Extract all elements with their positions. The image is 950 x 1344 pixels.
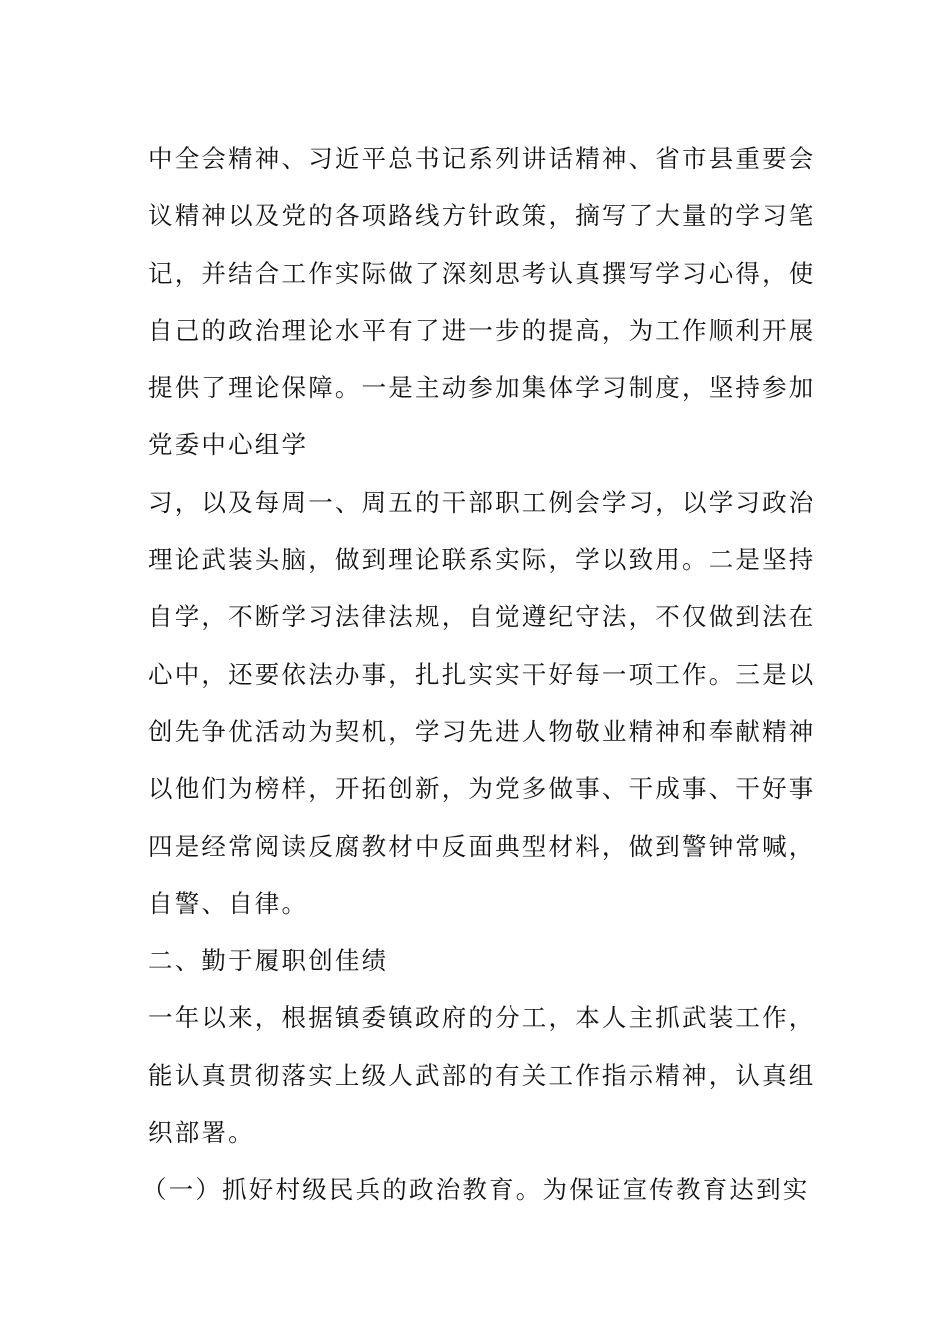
section-heading: 二、勤于履职创佳绩 (148, 946, 389, 976)
text-line-12: 以他们为榜样，开拓创新，为党多做事、干成事、干好事 (148, 774, 816, 804)
subsection-line: （一）抓好村级民兵的政治教育。为保证宣传教育达到实 (142, 1175, 810, 1205)
text-line-1: 中全会精神、习近平总书记系列讲话精神、省市县重要会 (148, 144, 816, 173)
text-line-18: 织部署。 (148, 1118, 255, 1148)
text-line-2: 议精神以及党的各项路线方针政策，摘写了大量的学习笔 (148, 201, 816, 231)
text-line-11: 创先争优活动为契机，学习先进人物敬业精神和奉献精神 (148, 716, 816, 746)
text-line-5: 提供了理论保障。一是主动参加集体学习制度，坚持参加 (148, 373, 816, 403)
text-line-4: 自己的政治理论水平有了进一步的提高，为工作顺利开展 (148, 315, 816, 345)
text-line-14: 自警、自律。 (148, 888, 309, 918)
text-line-6: 党委中心组学 (148, 430, 309, 460)
text-line-16: 一年以来，根据镇委镇政府的分工，本人主抓武装工作， (148, 1003, 816, 1033)
text-line-17: 能认真贯彻落实上级人武部的有关工作指示精神，认真组 (148, 1060, 816, 1090)
text-line-10: 心中，还要依法办事，扎扎实实干好每一项工作。三是以 (148, 659, 816, 689)
document-body (142, 130, 816, 1219)
text-line-13: 四是经常阅读反腐教材中反面典型材料，做到警钟常喊， (148, 831, 816, 861)
text-line-7: 习，以及每周一、周五的干部职工例会学习，以学习政治 (148, 487, 816, 517)
text-line-9: 自学，不断学习法律法规，自觉遵纪守法，不仅做到法在 (148, 602, 816, 632)
text-line-8: 理论武装头脑，做到理论联系实际，学以致用。二是坚持 (148, 545, 816, 575)
text-line-3: 记，并结合工作实际做了深刻思考认真撰写学习心得，使 (148, 258, 816, 288)
